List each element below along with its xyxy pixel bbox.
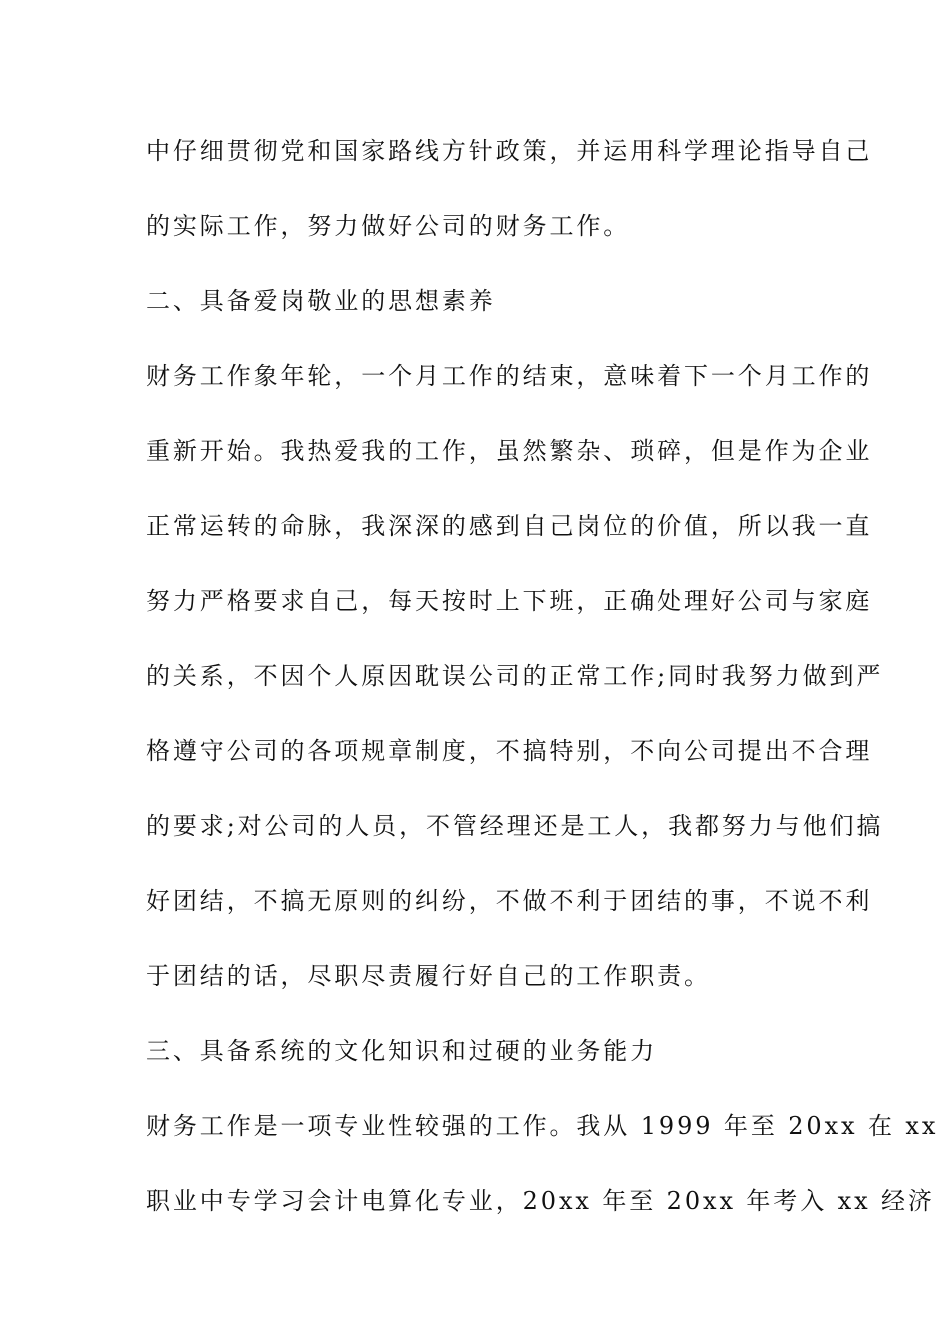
paragraph-2-line-5: 的关系，不因个人原因耽误公司的正常工作;同时我努力做到严	[146, 662, 884, 690]
paragraph-2-line-4: 努力严格要求自己，每天按时上下班，正确处理好公司与家庭	[146, 587, 873, 615]
paragraph-2-line-9: 于团结的话，尽职尽责履行好自己的工作职责。	[146, 962, 711, 990]
paragraph-2-line-8: 好团结，不搞无原则的纠纷，不做不利于团结的事，不说不利	[146, 887, 873, 915]
section-heading-2: 二、具备爱岗敬业的思想素养	[146, 287, 496, 315]
paragraph-3-line-2: 职业中专学习会计电算化专业，20xx 年至 20xx 年考入 xx 经济	[146, 1187, 935, 1215]
paragraph-2-line-2: 重新开始。我热爱我的工作，虽然繁杂、琐碎，但是作为企业	[146, 437, 873, 465]
paragraph-2-line-6: 格遵守公司的各项规章制度，不搞特别，不向公司提出不合理	[146, 737, 873, 765]
paragraph-1-line-1: 中仔细贯彻党和国家路线方针政策，并运用科学理论指导自己	[146, 137, 873, 165]
paragraph-3-line-1: 财务工作是一项专业性较强的工作。我从 1999 年至 20xx 在 xx	[146, 1112, 939, 1140]
paragraph-2-line-7: 的要求;对公司的人员，不管经理还是工人，我都努力与他们搞	[146, 812, 884, 840]
section-heading-3: 三、具备系统的文化知识和过硬的业务能力	[146, 1037, 658, 1065]
paragraph-1-line-2: 的实际工作，努力做好公司的财务工作。	[146, 212, 631, 240]
paragraph-2-line-3: 正常运转的命脉，我深深的感到自己岗位的价值，所以我一直	[146, 512, 873, 540]
paragraph-2-line-1: 财务工作象年轮，一个月工作的结束，意味着下一个月工作的	[146, 362, 873, 390]
